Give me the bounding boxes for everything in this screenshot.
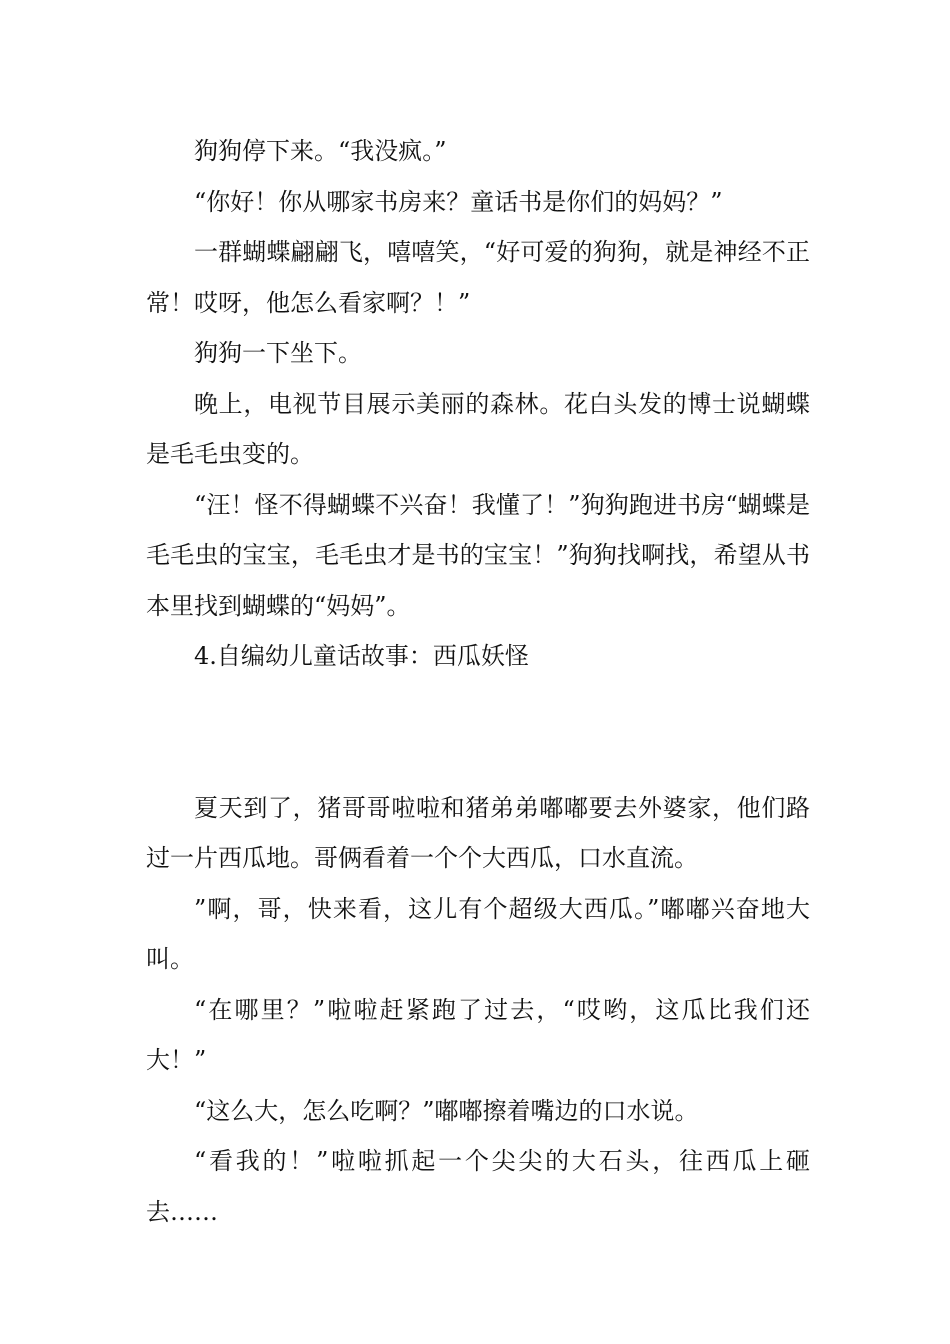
section-heading: 4.自编幼儿童话故事：西瓜妖怪 — [194, 642, 529, 670]
paragraph: 夏天到了，猪哥哥啦啦和猪弟弟嘟嘟要去外婆家，他们路过一片西瓜地。哥俩看着一个个大西瓜，口水直流。 — [146, 793, 810, 872]
paragraph: ”啊，哥，快来看，这儿有个超级大西瓜。”嘟嘟兴奋地大叫。 — [146, 894, 810, 973]
paragraph: 晚上，电视节目展示美丽的森林。花白头发的博士说蝴蝶是毛毛虫变的。 — [146, 389, 810, 468]
paragraph: “你好！你从哪家书房来？童话书是你们的妈妈？” — [194, 187, 723, 216]
paragraph: 狗狗停下来。“我没疯。” — [194, 137, 447, 165]
paragraph: “看我的！”啦啦抓起一个尖尖的大石头，往西瓜上砸去…… — [146, 1147, 810, 1226]
paragraph: “在哪里？”啦啦赶紧跑了过去，“哎哟，这瓜比我们还大！” — [146, 995, 810, 1074]
paragraph: “这么大，怎么吃啊？”嘟嘟擦着嘴边的口水说。 — [194, 1096, 699, 1125]
paragraph: “汪！怪不得蝴蝶不兴奋！我懂了！”狗狗跑进书房“蝴蝶是毛毛虫的宝宝，毛毛虫才是书的宝宝！”狗狗找啊找，希望从书本里找到蝴蝶的“妈妈”。 — [146, 490, 810, 620]
document-body — [146, 126, 810, 1237]
paragraph: 一群蝴蝶翩翩飞，嘻嘻笑，“好可爱的狗狗，就是神经不正常！哎呀，他怎么看家啊？！” — [146, 238, 810, 317]
section-spacer — [146, 682, 810, 783]
paragraph: 狗狗一下坐下。 — [194, 339, 362, 367]
